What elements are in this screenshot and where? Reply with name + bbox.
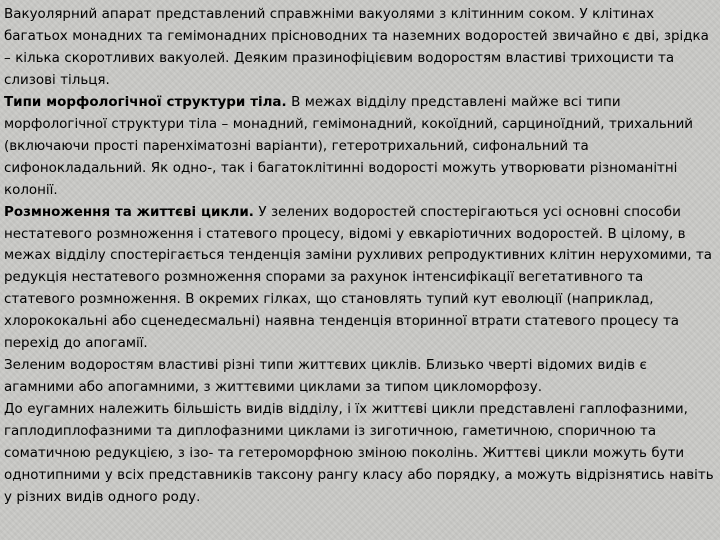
- section-heading-reproduction: Розмноження та життєві цикли.: [4, 204, 254, 220]
- paragraph-text: До еугамних належить більшість видів відділу, і їх життєві цикли представлені гаплофазними, гаплодиплофазними та диплофазними циклами із зиготичною, гаметичною, споричною та соматичною редукцією, з ізо- та гетероморфною зміною поколінь. Життєві цикли можуть бути однотипними у всіх представників таксону рангу класу або порядку, а можуть відрізнятись навіть у різних видів одного роду.: [4, 402, 714, 505]
- paragraph-text: У зелених водоростей спостерігаються усі основні способи нестатевого розмноження і статевого процесу, відомі у евкаріотичних водоростей. В цілому, в межах відділу спостерігається тенденція заміни рухливих репродуктивних клітин нерухомими, та редукція нестатевого розмноження спорами за рахунок інтенсифікації вегетативного та статевого розмноження. В окремих гілках, що становлять тупий кут еволюції (наприклад, хлорококальні або сценедесмальні) наявна тенденція вторинної втрати статевого процесу та перехід до апогамії.: [4, 204, 713, 352]
- paragraph-morphological-structure: [4, 92, 716, 202]
- document-body: [4, 4, 716, 509]
- section-heading-morphology: Типи морфологічної структури тіла.: [4, 94, 287, 110]
- paragraph-reproduction: [4, 202, 716, 356]
- paragraph-eugamous-species: [4, 399, 716, 509]
- paragraph-text: Вакуолярний апарат представлений справжніми вакуолями з клітинним соком. У клітинах багатьох монадних та гемімонадних прісноводних та наземних водоростей звичайно є дві, зрідка – кілька скоротливих вакуолей. Деяким празинофіцієвим водоростям властиві трихоцисти та слизові тільця.: [4, 7, 709, 88]
- paragraph-life-cycle-types: [4, 355, 716, 399]
- paragraph-text: В межах відділу представлені майже всі типи морфологічної структури тіла – монадний, гемімонадний, кокоїдний, сарциноїдний, трихальний (включаючи прості паренхіматозні варіанти), гетеротрихальний, сифональний та сифонокладальний. Як одно-, так і багатоклітинні водорості можуть утворювати різноманітні колонії.: [4, 94, 694, 198]
- paragraph-text: Зеленим водоростям властиві різні типи життєвих циклів. Близько чверті відомих видів є агамними або апогамними, з життєвими циклами за типом цикломорфозу.: [4, 358, 647, 396]
- paragraph-vacuolar-apparatus: [4, 4, 716, 92]
